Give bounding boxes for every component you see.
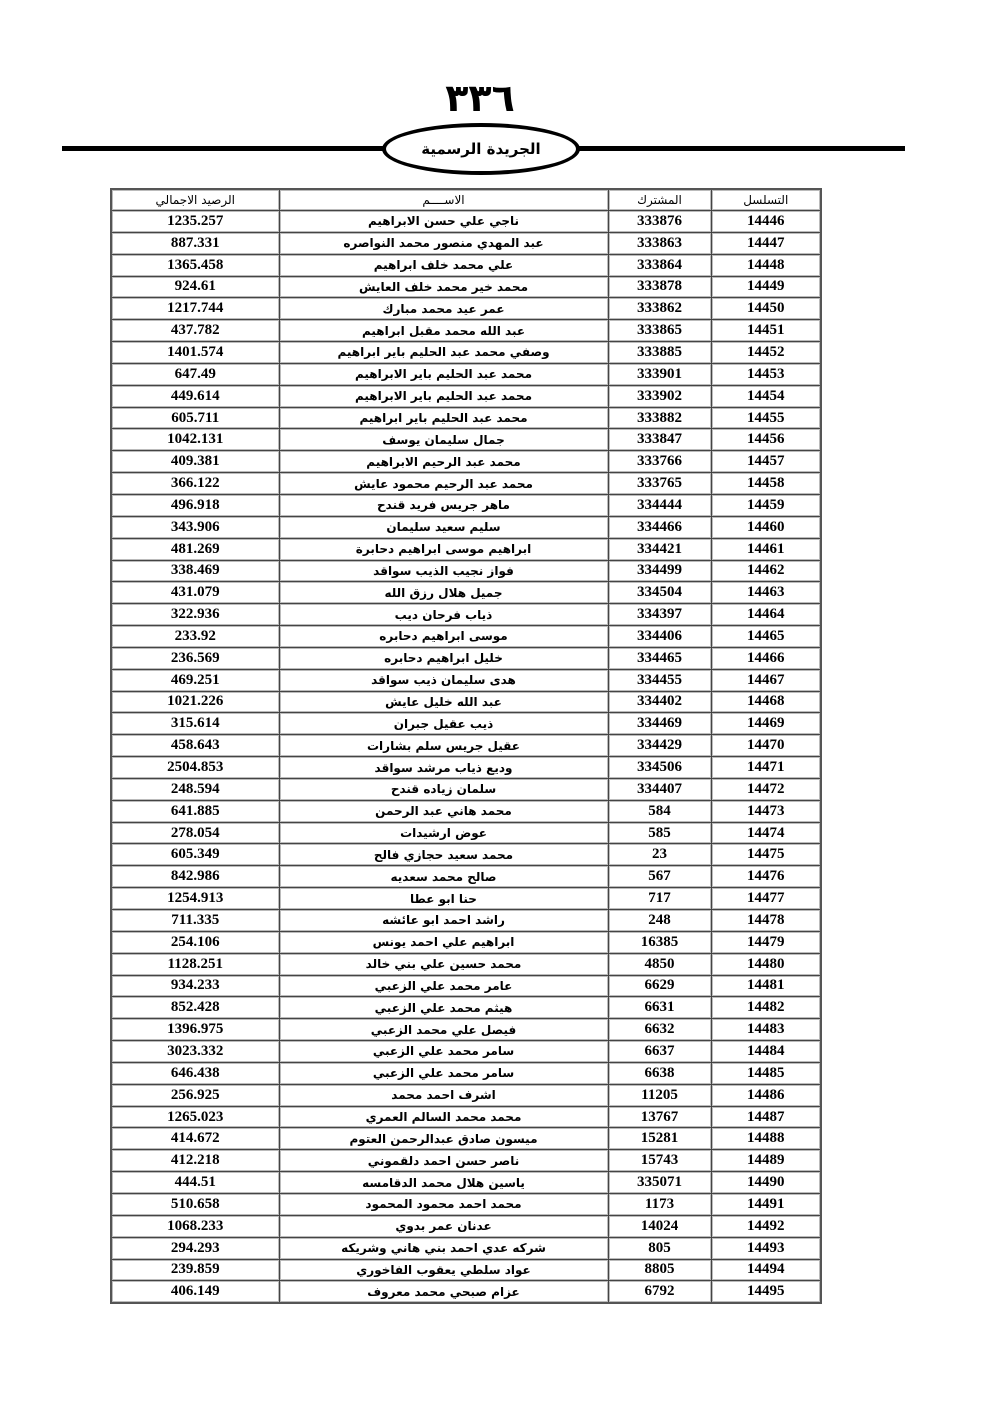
- cell-balance: 3023.332: [111, 1041, 279, 1063]
- table-row: [111, 778, 821, 800]
- cell-subscriber: 333876: [608, 211, 711, 233]
- cell-balance: 711.335: [111, 910, 279, 932]
- cell-serial: 14449: [711, 276, 821, 298]
- cell-balance: 842.986: [111, 866, 279, 888]
- cell-subscriber: 334465: [608, 647, 711, 669]
- cell-name: سامر محمد علي الزعبي: [279, 1041, 608, 1063]
- cell-name: سامر محمد علي الزعبي: [279, 1062, 608, 1084]
- cell-balance: 406.149: [111, 1281, 279, 1303]
- cell-balance: 256.925: [111, 1084, 279, 1106]
- cell-subscriber: 334407: [608, 778, 711, 800]
- cell-balance: 481.269: [111, 538, 279, 560]
- table-row: [111, 604, 821, 626]
- table-row: [111, 1041, 821, 1063]
- cell-serial: 14481: [711, 975, 821, 997]
- cell-name: عبد المهدي منصور محمد النواصره: [279, 232, 608, 254]
- cell-serial: 14456: [711, 429, 821, 451]
- table-row: [111, 254, 821, 276]
- cell-name: عقيل جريس سلم بشارات: [279, 735, 608, 757]
- table-row: [111, 494, 821, 516]
- cell-subscriber: 333765: [608, 473, 711, 495]
- table-row: [111, 1062, 821, 1084]
- table-row: [111, 1150, 821, 1172]
- cell-name: ناصر حسن احمد دلقموني: [279, 1150, 608, 1172]
- cell-subscriber: 6638: [608, 1062, 711, 1084]
- table-row: [111, 800, 821, 822]
- cell-name: محمد هاني عبد الرحمن: [279, 800, 608, 822]
- cell-balance: 934.233: [111, 975, 279, 997]
- cell-balance: 437.782: [111, 320, 279, 342]
- table-row: [111, 669, 821, 691]
- cell-serial: 14462: [711, 560, 821, 582]
- publication-title-oval: [382, 123, 580, 175]
- cell-balance: 1042.131: [111, 429, 279, 451]
- cell-name: محمد عبد الرحيم محمود عايش: [279, 473, 608, 495]
- cell-name: عمر عيد محمد مبارك: [279, 298, 608, 320]
- cell-name: عبد الله خليل عايش: [279, 691, 608, 713]
- table-row: [111, 211, 821, 233]
- cell-name: هدى سليمان ذيب سواقد: [279, 669, 608, 691]
- cell-serial: 14451: [711, 320, 821, 342]
- table-row: [111, 560, 821, 582]
- cell-balance: 236.569: [111, 647, 279, 669]
- cell-balance: 248.594: [111, 778, 279, 800]
- cell-subscriber: 6632: [608, 1019, 711, 1041]
- cell-balance: 1365.458: [111, 254, 279, 276]
- cell-name: ميسون صادق عبدالرحمن العتوم: [279, 1128, 608, 1150]
- cell-serial: 14453: [711, 363, 821, 385]
- cell-name: عبد الله محمد مقبل ابراهيم: [279, 320, 608, 342]
- table-row: [111, 757, 821, 779]
- cell-name: محمد عبد الحليم باير الابراهيم: [279, 385, 608, 407]
- cell-serial: 14492: [711, 1215, 821, 1237]
- cell-serial: 14479: [711, 931, 821, 953]
- cell-subscriber: 334406: [608, 626, 711, 648]
- table-row: [111, 385, 821, 407]
- table-row: [111, 975, 821, 997]
- cell-balance: 366.122: [111, 473, 279, 495]
- cell-name: محمد خير محمد خلف العايش: [279, 276, 608, 298]
- cell-name: ابراهيم علي احمد يونس: [279, 931, 608, 953]
- cell-subscriber: 585: [608, 822, 711, 844]
- cell-balance: 294.293: [111, 1237, 279, 1259]
- cell-subscriber: 4850: [608, 953, 711, 975]
- cell-name: محمد احمد محمود المحمود: [279, 1193, 608, 1215]
- cell-serial: 14476: [711, 866, 821, 888]
- cell-name: حنا ابو عطا: [279, 888, 608, 910]
- cell-balance: 1217.744: [111, 298, 279, 320]
- cell-serial: 14450: [711, 298, 821, 320]
- cell-subscriber: 567: [608, 866, 711, 888]
- cell-balance: 1128.251: [111, 953, 279, 975]
- cell-serial: 14452: [711, 342, 821, 364]
- cell-subscriber: 334469: [608, 713, 711, 735]
- cell-subscriber: 334499: [608, 560, 711, 582]
- cell-name: عزام صبحي محمد معروف: [279, 1281, 608, 1303]
- table-row: [111, 276, 821, 298]
- cell-balance: 510.658: [111, 1193, 279, 1215]
- cell-name: خليل ابراهيم دحابره: [279, 647, 608, 669]
- header-rule-right: [576, 146, 905, 151]
- cell-subscriber: 15743: [608, 1150, 711, 1172]
- table-row: [111, 407, 821, 429]
- cell-subscriber: 333878: [608, 276, 711, 298]
- cell-name: محمد حسين علي بني خالد: [279, 953, 608, 975]
- cell-serial: 14457: [711, 451, 821, 473]
- table-row: [111, 735, 821, 757]
- cell-serial: 14495: [711, 1281, 821, 1303]
- cell-balance: 1265.023: [111, 1106, 279, 1128]
- cell-serial: 14486: [711, 1084, 821, 1106]
- cell-subscriber: 15281: [608, 1128, 711, 1150]
- table-row: [111, 822, 821, 844]
- cell-balance: 1021.226: [111, 691, 279, 713]
- cell-subscriber: 333766: [608, 451, 711, 473]
- table-row: [111, 342, 821, 364]
- table-row: [111, 298, 821, 320]
- cell-serial: 14477: [711, 888, 821, 910]
- column-header-subscriber: المشترك: [608, 189, 711, 211]
- cell-serial: 14461: [711, 538, 821, 560]
- cell-balance: 1401.574: [111, 342, 279, 364]
- cell-serial: 14489: [711, 1150, 821, 1172]
- cell-serial: 14459: [711, 494, 821, 516]
- table-row: [111, 910, 821, 932]
- cell-subscriber: 584: [608, 800, 711, 822]
- cell-name: ناجي علي حسن الابراهيم: [279, 211, 608, 233]
- table-row: [111, 866, 821, 888]
- cell-serial: 14466: [711, 647, 821, 669]
- cell-name: هيثم محمد علي الزعبي: [279, 997, 608, 1019]
- table-row: [111, 320, 821, 342]
- cell-balance: 343.906: [111, 516, 279, 538]
- cell-balance: 496.918: [111, 494, 279, 516]
- table-row: [111, 1019, 821, 1041]
- cell-subscriber: 334402: [608, 691, 711, 713]
- cell-subscriber: 23: [608, 844, 711, 866]
- cell-subscriber: 11205: [608, 1084, 711, 1106]
- cell-name: عامر محمد علي الزعبي: [279, 975, 608, 997]
- cell-subscriber: 334429: [608, 735, 711, 757]
- cell-balance: 647.49: [111, 363, 279, 385]
- cell-name: محمد محمد السالم العمري: [279, 1106, 608, 1128]
- cell-balance: 412.218: [111, 1150, 279, 1172]
- page-number: ٣٣٦: [445, 76, 515, 120]
- cell-subscriber: 334506: [608, 757, 711, 779]
- cell-name: اشرف احمد محمد: [279, 1084, 608, 1106]
- cell-balance: 315.614: [111, 713, 279, 735]
- cell-balance: 1068.233: [111, 1215, 279, 1237]
- column-header-balance: الرصيد الاجمالي: [111, 189, 279, 211]
- table-header-row: [111, 189, 821, 211]
- cell-name: علي محمد خلف ابراهيم: [279, 254, 608, 276]
- cell-subscriber: 334455: [608, 669, 711, 691]
- table-row: [111, 931, 821, 953]
- cell-serial: 14464: [711, 604, 821, 626]
- cell-subscriber: 248: [608, 910, 711, 932]
- cell-serial: 14472: [711, 778, 821, 800]
- cell-name: محمد سعيد حجازي فالح: [279, 844, 608, 866]
- cell-subscriber: 6792: [608, 1281, 711, 1303]
- cell-name: ذيب عقيل جبران: [279, 713, 608, 735]
- table-row: [111, 363, 821, 385]
- cell-serial: 14470: [711, 735, 821, 757]
- cell-name: راشد احمد ابو عائشه: [279, 910, 608, 932]
- cell-subscriber: 333882: [608, 407, 711, 429]
- cell-serial: 14455: [711, 407, 821, 429]
- cell-balance: 458.643: [111, 735, 279, 757]
- cell-balance: 605.349: [111, 844, 279, 866]
- cell-serial: 14458: [711, 473, 821, 495]
- cell-balance: 431.079: [111, 582, 279, 604]
- cell-name: ياسين هلال محمد الدقامسه: [279, 1172, 608, 1194]
- cell-serial: 14474: [711, 822, 821, 844]
- cell-balance: 852.428: [111, 997, 279, 1019]
- cell-subscriber: 335071: [608, 1172, 711, 1194]
- cell-serial: 14491: [711, 1193, 821, 1215]
- cell-serial: 14478: [711, 910, 821, 932]
- cell-name: محمد عبد الحليم باير الابراهيم: [279, 363, 608, 385]
- cell-subscriber: 805: [608, 1237, 711, 1259]
- cell-name: ابراهيم موسى ابراهيم دحابرة: [279, 538, 608, 560]
- cell-name: جمال سليمان يوسف: [279, 429, 608, 451]
- cell-serial: 14454: [711, 385, 821, 407]
- table-row: [111, 582, 821, 604]
- cell-serial: 14485: [711, 1062, 821, 1084]
- table-row: [111, 844, 821, 866]
- cell-serial: 14467: [711, 669, 821, 691]
- cell-subscriber: 717: [608, 888, 711, 910]
- cell-subscriber: 6629: [608, 975, 711, 997]
- cell-name: ماهر جريس فريد قندح: [279, 494, 608, 516]
- cell-subscriber: 334421: [608, 538, 711, 560]
- table-row: [111, 538, 821, 560]
- cell-subscriber: 333901: [608, 363, 711, 385]
- cell-subscriber: 333863: [608, 232, 711, 254]
- cell-balance: 646.438: [111, 1062, 279, 1084]
- table-row: [111, 1281, 821, 1303]
- table-row: [111, 888, 821, 910]
- cell-name: سلمان زياده قندح: [279, 778, 608, 800]
- cell-name: محمد عبد الرحيم الابراهيم: [279, 451, 608, 473]
- cell-name: عدنان عمر بدوي: [279, 1215, 608, 1237]
- cell-subscriber: 6631: [608, 997, 711, 1019]
- cell-balance: 444.51: [111, 1172, 279, 1194]
- cell-name: موسى ابراهيم دحابره: [279, 626, 608, 648]
- table-row: [111, 473, 821, 495]
- cell-subscriber: 13767: [608, 1106, 711, 1128]
- cell-subscriber: 333885: [608, 342, 711, 364]
- cell-balance: 2504.853: [111, 757, 279, 779]
- cell-serial: 14494: [711, 1259, 821, 1281]
- cell-name: عواد سلطي يعقوب الفاخوري: [279, 1259, 608, 1281]
- publication-title: الجريدة الرسمية: [421, 140, 541, 158]
- cell-serial: 14463: [711, 582, 821, 604]
- table-row: [111, 516, 821, 538]
- table-row: [111, 232, 821, 254]
- table-row: [111, 713, 821, 735]
- table-row: [111, 451, 821, 473]
- cell-subscriber: 333847: [608, 429, 711, 451]
- cell-name: محمد عبد الحليم باير ابراهيم: [279, 407, 608, 429]
- cell-balance: 1235.257: [111, 211, 279, 233]
- cell-subscriber: 334444: [608, 494, 711, 516]
- cell-serial: 14475: [711, 844, 821, 866]
- table-row: [111, 1106, 821, 1128]
- cell-subscriber: 16385: [608, 931, 711, 953]
- table-row: [111, 429, 821, 451]
- table-row: [111, 647, 821, 669]
- cell-serial: 14468: [711, 691, 821, 713]
- cell-subscriber: 334504: [608, 582, 711, 604]
- table-row: [111, 691, 821, 713]
- cell-name: صالح محمد سعديه: [279, 866, 608, 888]
- cell-serial: 14487: [711, 1106, 821, 1128]
- cell-balance: 641.885: [111, 800, 279, 822]
- table-row: [111, 1128, 821, 1150]
- cell-serial: 14448: [711, 254, 821, 276]
- cell-serial: 14446: [711, 211, 821, 233]
- cell-balance: 233.92: [111, 626, 279, 648]
- table-row: [111, 953, 821, 975]
- cell-subscriber: 334397: [608, 604, 711, 626]
- cell-serial: 14447: [711, 232, 821, 254]
- cell-serial: 14493: [711, 1237, 821, 1259]
- table-row: [111, 1084, 821, 1106]
- cell-serial: 14469: [711, 713, 821, 735]
- cell-subscriber: 6637: [608, 1041, 711, 1063]
- cell-balance: 887.331: [111, 232, 279, 254]
- cell-name: وديع ذياب مرشد سواقد: [279, 757, 608, 779]
- table-row: [111, 997, 821, 1019]
- cell-name: عوض ارشيدات: [279, 822, 608, 844]
- cell-balance: 605.711: [111, 407, 279, 429]
- cell-serial: 14488: [711, 1128, 821, 1150]
- cell-subscriber: 1173: [608, 1193, 711, 1215]
- cell-name: فيصل علي محمد الزعبي: [279, 1019, 608, 1041]
- cell-name: جميل هلال رزق الله: [279, 582, 608, 604]
- table-row: [111, 626, 821, 648]
- cell-serial: 14483: [711, 1019, 821, 1041]
- cell-name: وصفي محمد عبد الحليم باير ابراهيم: [279, 342, 608, 364]
- cell-serial: 14490: [711, 1172, 821, 1194]
- cell-serial: 14482: [711, 997, 821, 1019]
- cell-subscriber: 333902: [608, 385, 711, 407]
- cell-balance: 924.61: [111, 276, 279, 298]
- cell-serial: 14465: [711, 626, 821, 648]
- cell-serial: 14471: [711, 757, 821, 779]
- cell-subscriber: 333864: [608, 254, 711, 276]
- cell-name: فواز نجيب الذيب سواقد: [279, 560, 608, 582]
- cell-balance: 469.251: [111, 669, 279, 691]
- table-row: [111, 1259, 821, 1281]
- table-row: [111, 1237, 821, 1259]
- column-header-name: الاســــم: [279, 189, 608, 211]
- cell-balance: 278.054: [111, 822, 279, 844]
- cell-name: شركه عدي احمد بني هاني وشريكه: [279, 1237, 608, 1259]
- cell-balance: 1396.975: [111, 1019, 279, 1041]
- cell-balance: 449.614: [111, 385, 279, 407]
- cell-serial: 14460: [711, 516, 821, 538]
- cell-balance: 322.936: [111, 604, 279, 626]
- cell-balance: 409.381: [111, 451, 279, 473]
- cell-subscriber: 14024: [608, 1215, 711, 1237]
- cell-balance: 338.469: [111, 560, 279, 582]
- cell-serial: 14480: [711, 953, 821, 975]
- cell-balance: 1254.913: [111, 888, 279, 910]
- cell-subscriber: 333862: [608, 298, 711, 320]
- header-rule-left: [62, 146, 384, 151]
- cell-subscriber: 334466: [608, 516, 711, 538]
- column-header-serial: التسلسل: [711, 189, 821, 211]
- table-row: [111, 1172, 821, 1194]
- cell-name: سليم سعيد سليمان: [279, 516, 608, 538]
- table-row: [111, 1193, 821, 1215]
- cell-subscriber: 333865: [608, 320, 711, 342]
- cell-subscriber: 8805: [608, 1259, 711, 1281]
- cell-name: ذياب فرحان ديب: [279, 604, 608, 626]
- cell-serial: 14473: [711, 800, 821, 822]
- table-row: [111, 1215, 821, 1237]
- cell-balance: 254.106: [111, 931, 279, 953]
- cell-balance: 414.672: [111, 1128, 279, 1150]
- subscriber-balance-table: [110, 188, 822, 1304]
- cell-serial: 14484: [711, 1041, 821, 1063]
- cell-balance: 239.859: [111, 1259, 279, 1281]
